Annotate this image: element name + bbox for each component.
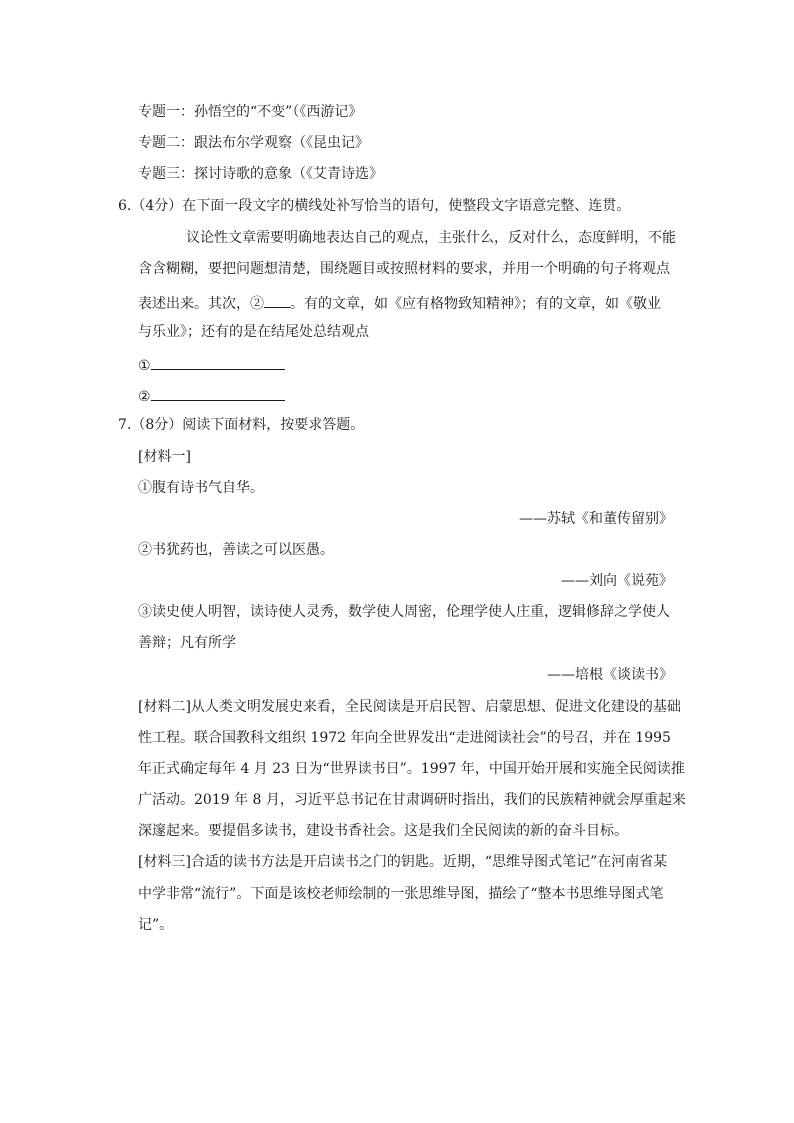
quote-1: ①腹有诗书气自华。 — [138, 480, 264, 496]
quote-3-line-2: 善辩；凡有所学 — [138, 635, 236, 651]
answer-1-blank[interactable] — [151, 353, 285, 370]
material-3-line-3: 记”。 — [138, 917, 174, 933]
material-2-line-5: 深邃起来。要提倡多读书，建设书香社会。这是我们全民阅读的新的奋斗目标。 — [138, 823, 628, 839]
answer-1-label: ① — [138, 358, 151, 374]
material-2-line-1: [材料二]从人类文明发展史来看，全民阅读是开启民智、启蒙思想、促进文化建设的基础 — [138, 699, 681, 715]
material-3-line-2: 中学非常“流行”。下面是该校老师绘制的一张思维导图，描绘了“整本书思维导图式笔 — [138, 886, 664, 902]
q6-paragraph-line-2: 含含糊糊，要把问题想清楚，围绕题目或按照材料的要求，并用一个明确的句子将观点 — [138, 261, 670, 277]
material-2-line-2: 性工程。联合国教科文组织 1972 年向全世界发出“走进阅读社会”的号召，并在 1995 — [138, 730, 671, 746]
q6-line-3-after-blank: 。有的文章，如《应有格物致知精神》；有的文章，如《敬业 — [290, 296, 661, 312]
answer-2-blank[interactable] — [151, 384, 285, 401]
topic-2: 专题二：跟法布尔学观察（《昆虫记》 — [138, 135, 369, 151]
answer-2-label: ② — [138, 389, 151, 405]
material-2-line-3: 年正式确定每年 4 月 23 日为“世界读书日”。1997 年，中国开始开展和实施全民阅读推 — [138, 761, 685, 777]
topic-3: 专题三：探讨诗歌的意象（《艾青诗选》 — [138, 166, 383, 182]
material-1-header: [材料一] — [138, 449, 191, 465]
q6-paragraph-line-1: 议论性文章需要明确地表达自己的观点，主张什么，反对什么，态度鲜明，不能 — [186, 230, 676, 246]
quote-2: ②书犹药也，善读之可以医愚。 — [138, 542, 334, 558]
topic-1: 专题一：孙悟空的“不变”（《西游记》 — [138, 104, 363, 120]
quote-3-line-1: ③读史使人明智，读诗使人灵秀，数学使人周密，伦理学使人庄重，逻辑修辞之学使人 — [138, 604, 670, 620]
material-3-line-1: [材料三]合适的读书方法是开启读书之门的钥匙。近期，“思维导图式笔记”在河南省某 — [138, 854, 668, 870]
q6-line-3-before-blank: 表述出来。其次，② — [138, 296, 264, 312]
quote-3-source: ——培根《谈读书》 — [547, 667, 673, 683]
quote-2-source: ——刘向《说苑》 — [561, 573, 673, 589]
q6-answer-1 — [138, 353, 285, 376]
q6-inline-blank-2[interactable] — [264, 291, 290, 308]
question-7-title: 7.（8分）阅读下面材料，按要求答题。 — [118, 417, 365, 433]
q6-paragraph-line-4: 与乐业》；还有的是在结尾处总结观点 — [138, 324, 369, 340]
q6-paragraph-line-3 — [138, 291, 661, 314]
material-2-line-4: 广活动。2019 年 8 月，习近平总书记在甘肃调研时指出，我们的民族精神就会厚重起来 — [138, 792, 686, 808]
q6-answer-2 — [138, 384, 285, 407]
question-6-title: 6.（4分）在下面一段文字的横线处补写恰当的语句，使整段文字语意完整、连贯。 — [118, 198, 631, 214]
quote-1-source: ——苏轼《和董传留别》 — [519, 511, 673, 527]
